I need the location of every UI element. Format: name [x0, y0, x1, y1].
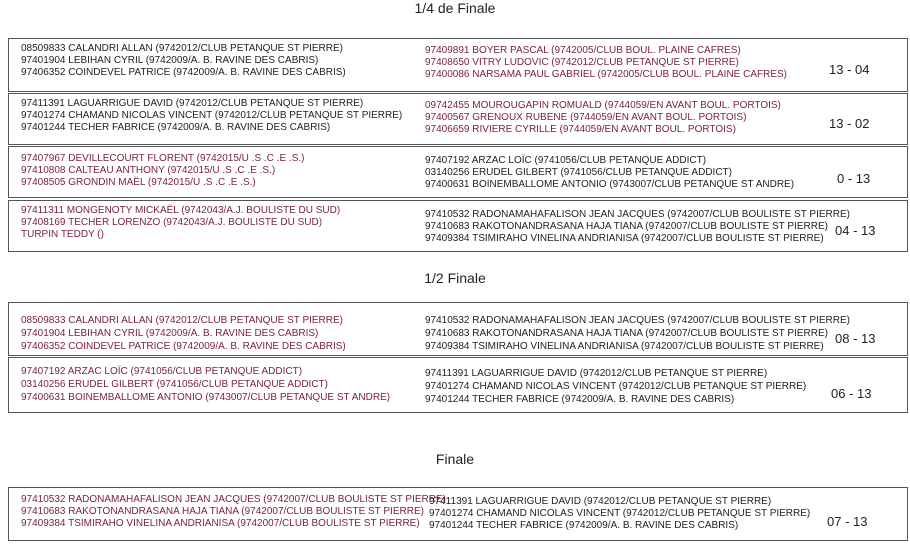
team-left-player: 97410808 CALTEAU ANTHONY (9742015/U .S .C .E .S.)	[21, 165, 276, 176]
match-score: 04 - 13	[835, 223, 876, 238]
team-left-player: 08509833 CALANDRI ALLAN (9742012/CLUB PETANQUE ST PIERRE)	[21, 315, 344, 326]
team-right-player: 97401244 TECHER FABRICE (9742009/A. B. RAVINE DES CABRIS)	[429, 520, 739, 531]
match-score: 0 - 13	[837, 171, 871, 186]
team-right-player: 97410683 RAKOTONANDRASANA HAJA TIANA (9742007/CLUB BOULISTE ST PIERRE)	[425, 221, 828, 232]
team-left-player: 97410532 RADONAMAHAFALISON JEAN JACQUES (9742007/CLUB BOULISTE ST PIERRE)	[21, 494, 446, 505]
team-left-player: 97411391 LAGUARRIGUE DAVID (9742012/CLUB PETANQUE ST PIERRE)	[21, 98, 364, 109]
match-box	[8, 302, 908, 356]
team-left-player: 97400631 BOINEMBALLOME ANTONIO (9743007/CLUB PETANQUE ST ANDRE)	[21, 392, 391, 403]
team-right-player: 97409891 BOYER PASCAL (9742005/CLUB BOUL. PLAINE CAFRES)	[425, 45, 741, 56]
match-box	[8, 200, 908, 252]
team-left-player: TURPIN TEDDY ()	[21, 229, 104, 240]
team-left-player: 97401904 LEBIHAN CYRIL (9742009/A. B. RAVINE DES CABRIS)	[21, 55, 319, 66]
team-left-player: 97406352 COINDEVEL PATRICE (9742009/A. B. RAVINE DES CABRIS)	[21, 67, 346, 78]
team-left-player: 97411311 MONGENOTY MICKAËL (9742043/A.J. BOULISTE DU SUD)	[21, 205, 341, 216]
team-right-player: 97408650 VITRY LUDOVIC (9742012/CLUB PETANQUE ST PIERRE)	[425, 57, 739, 68]
section-title-quarter-final: 1/4 de Finale	[414, 0, 496, 16]
team-left-player: 97408169 TECHER LORENZO (9742043/A.J. BOULISTE DU SUD)	[21, 217, 323, 228]
team-left-player: 97409384 TSIMIRAHO VINELINA ANDRIANISA (9742007/CLUB BOULISTE ST PIERRE)	[21, 518, 420, 529]
team-left-player: 08509833 CALANDRI ALLAN (9742012/CLUB PETANQUE ST PIERRE)	[21, 43, 344, 54]
team-left-player: 97401244 TECHER FABRICE (9742009/A. B. RAVINE DES CABRIS)	[21, 122, 331, 133]
team-right-player: 97407192 ARZAC LOÏC (9741056/CLUB PETANQUE ADDICT)	[425, 155, 707, 166]
team-right-player: 97409384 TSIMIRAHO VINELINA ANDRIANISA (9742007/CLUB BOULISTE ST PIERRE)	[425, 341, 824, 352]
team-right-player: 97400086 NARSAMA PAUL GABRIEL (9742005/CLUB BOUL. PLAINE CAFRES)	[425, 69, 788, 80]
team-right-player: 97401244 TECHER FABRICE (9742009/A. B. RAVINE DES CABRIS)	[425, 394, 735, 405]
match-box	[8, 93, 908, 145]
team-right-player: 97411391 LAGUARRIGUE DAVID (9742012/CLUB PETANQUE ST PIERRE)	[425, 368, 768, 379]
team-left-player: 97408505 GRONDIN MAËL (9742015/U .S .C .E .S.)	[21, 177, 256, 188]
team-left-player: 97407192 ARZAC LOÏC (9741056/CLUB PETANQUE ADDICT)	[21, 366, 303, 377]
match-score: 13 - 04	[829, 62, 870, 77]
team-right-player: 09742455 MOUROUGAPIN ROMUALD (9744059/EN AVANT BOUL. PORTOIS)	[425, 100, 781, 111]
team-left-player: 97407967 DEVILLECOURT FLORENT (9742015/U .S .C .E .S.)	[21, 153, 305, 164]
team-right-player: 97400567 GRENOUX RUBENE (9744059/EN AVANT BOUL. PORTOIS)	[425, 112, 747, 123]
team-left-player: 97401904 LEBIHAN CYRIL (9742009/A. B. RAVINE DES CABRIS)	[21, 328, 319, 339]
team-right-player: 97409384 TSIMIRAHO VINELINA ANDRIANISA (9742007/CLUB BOULISTE ST PIERRE)	[425, 233, 824, 244]
team-right-player: 97410683 RAKOTONANDRASANA HAJA TIANA (9742007/CLUB BOULISTE ST PIERRE)	[425, 328, 828, 339]
team-left-player: 97406352 COINDEVEL PATRICE (9742009/A. B. RAVINE DES CABRIS)	[21, 341, 346, 352]
team-right-player: 97406659 RIVIERE CYRILLE (9744059/EN AVANT BOUL. PORTOIS)	[425, 124, 736, 135]
match-score: 08 - 13	[835, 331, 876, 346]
match-box	[8, 146, 908, 198]
match-score: 13 - 02	[829, 116, 870, 131]
match-box	[8, 38, 908, 92]
match-score: 07 - 13	[827, 514, 868, 529]
team-left-player: 97401274 CHAMAND NICOLAS VINCENT (9742012/CLUB PETANQUE ST PIERRE)	[21, 110, 403, 121]
match-score: 06 - 13	[831, 386, 872, 401]
match-box	[8, 357, 908, 413]
team-right-player: 97401274 CHAMAND NICOLAS VINCENT (9742012/CLUB PETANQUE ST PIERRE)	[425, 381, 807, 392]
team-left-player: 03140256 ERUDEL GILBERT (9741056/CLUB PETANQUE ADDICT)	[21, 379, 328, 390]
team-right-player: 97410532 RADONAMAHAFALISON JEAN JACQUES (9742007/CLUB BOULISTE ST PIERRE)	[425, 315, 850, 326]
team-right-player: 03140256 ERUDEL GILBERT (9741056/CLUB PETANQUE ADDICT)	[425, 167, 732, 178]
section-title-final: Finale	[435, 451, 475, 467]
team-left-player: 97410683 RAKOTONANDRASANA HAJA TIANA (9742007/CLUB BOULISTE ST PIERRE)	[21, 506, 424, 517]
team-right-player: 97410532 RADONAMAHAFALISON JEAN JACQUES (9742007/CLUB BOULISTE ST PIERRE)	[425, 209, 850, 220]
section-title-semi-final: 1/2 Finale	[424, 270, 486, 286]
match-box	[8, 487, 908, 541]
team-right-player: 97400631 BOINEMBALLOME ANTONIO (9743007/CLUB PETANQUE ST ANDRE)	[425, 179, 795, 190]
team-right-player: 97401274 CHAMAND NICOLAS VINCENT (9742012/CLUB PETANQUE ST PIERRE)	[429, 508, 811, 519]
team-right-player: 97411391 LAGUARRIGUE DAVID (9742012/CLUB PETANQUE ST PIERRE)	[429, 496, 772, 507]
